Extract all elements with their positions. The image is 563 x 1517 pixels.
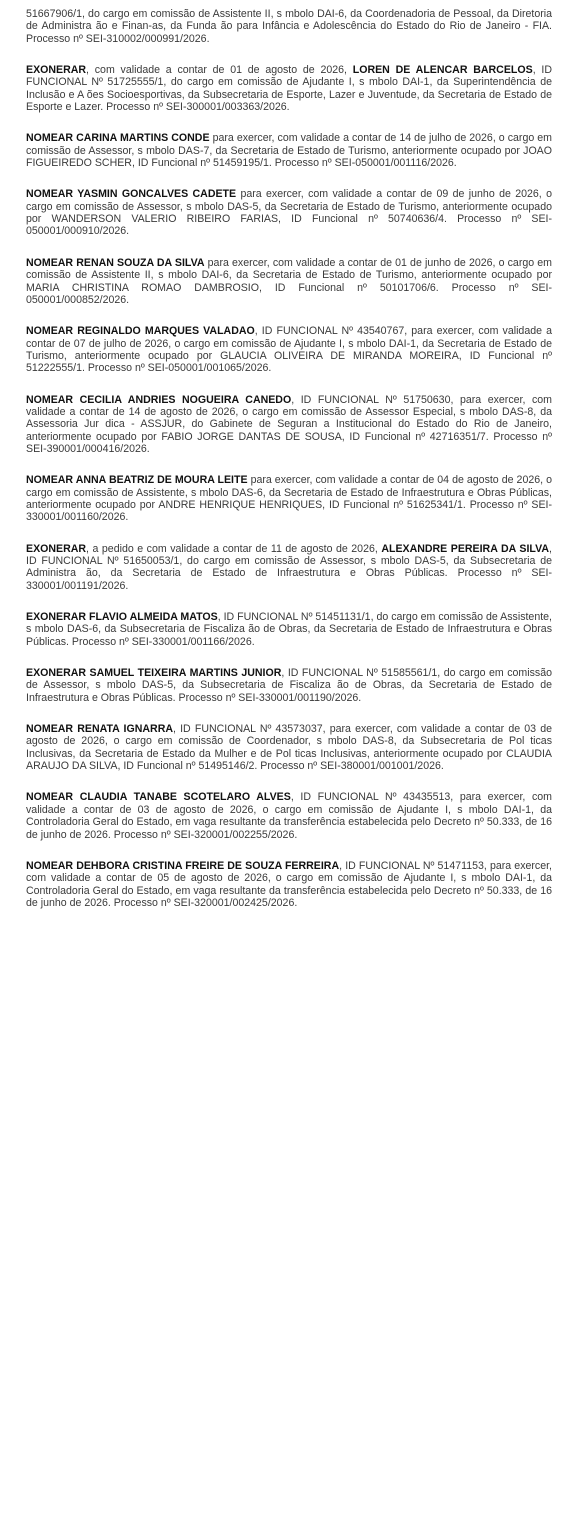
paragraph	[26, 325, 552, 374]
text-run: , ID FUNCIONAL Nº 51471153, para exercer, com validade a contar de 05 de agosto de 2026, o cargo em comissão de Ajudante I, s mbolo DAI-1, da Controladoria Geral do Estado, em vaga resultante da transferência estabelecida pelo Decreto nº 50.333, de 16 de junho de 2026. Processo nº SEI-320001/002425/2026.	[26, 859, 552, 909]
appointment-heading: NOMEAR CECILIA ANDRIES NOGUEIRA CANEDO	[26, 393, 292, 406]
paragraph	[26, 723, 552, 772]
dismissal-heading: EXONERAR FLAVIO ALMEIDA MATOS	[26, 611, 218, 624]
paragraph	[26, 394, 552, 456]
appointment-heading: NOMEAR CLAUDIA TANABE SCOTELARO ALVES	[26, 791, 291, 804]
paragraph	[26, 64, 552, 113]
text-run: , a pedido e com validade a contar de 11 de agosto de 2026,	[86, 542, 382, 555]
paragraph	[26, 474, 552, 523]
text-run: , ID FUNCIONAL Nº 51451131/1, do cargo em comissão de Assistente, s mbolo DAS-6, da Subsecretaria de Fiscaliza ão de Obras, da Secretaria de Estado de Infraestrutura e Obras Públicas. Processo nº SEI-330001/001166/2026.	[26, 611, 552, 648]
text-run: , ID FUNCIONAL Nº 51650053/1, do cargo em comissão de Assessor, s mbolo DAS-5, da Subsecretaria de Administra ão, da Secretaria de Estado de Infraestrutura e Obras Públicas. Processo nº SEI-330001/001191/2026.	[26, 542, 552, 592]
appointment-heading: NOMEAR REGINALDO MARQUES VALADAO	[26, 325, 255, 338]
paragraph	[26, 543, 552, 592]
appointment-heading: NOMEAR DEHBORA CRISTINA FREIRE DE SOUZA FERREIRA	[26, 859, 340, 872]
action-verb: EXONERAR	[26, 542, 87, 555]
person-name: LOREN DE ALENCAR BARCELOS	[352, 64, 533, 77]
document-body	[26, 8, 552, 928]
paragraph	[26, 860, 552, 909]
text-run: para exercer, com validade a contar de 14 de julho de 2026, o cargo em comissão de Assessor, s mbolo DAS-7, da Secretaria de Estado de Turismo, anteriormente ocupado por JOAO FIGUEIREDO SCHER, ID Funcional nº 51459195/1. Processo nº SEI-050001/001116/2026.	[26, 132, 552, 170]
text-run: para exercer, com validade a contar de 09 de junho de 2026, o cargo em comissão de Assessor, s mbolo DAS-5, da Secretaria de Estado de Turismo, anteriormente ocupado por WANDERSON VALERIO RIBEIRO FARIAS, ID Funcional nº 50740636/4. Processo nº SEI-050001/000910/2026.	[26, 188, 552, 238]
text-run: , com validade a contar de 01 de agosto de 2026,	[86, 64, 353, 77]
appointment-heading: NOMEAR RENATA IGNARRA	[26, 723, 173, 736]
paragraph	[26, 188, 552, 237]
paragraph	[26, 132, 552, 169]
text-run: , ID FUNCIONAL Nº 43573037, para exercer, com validade a contar de 03 de agosto de 2026, o cargo em comissão de Coordenador, s mbolo DAS-8, da Subsecretaria de Pol ticas Inclusivas, da Secretaria de Estado da Mulher e de Pol ticas Inclusivas, anteriormente ocupado por CLAUDIA ARAUJO DA SILVA, ID Funcional nº 51495146/2. Processo nº SEI-380001/001001/2026.	[26, 723, 553, 773]
paragraph	[26, 667, 552, 704]
text-run: para exercer, com validade a contar de 01 de junho de 2026, o cargo em comissão de Assistente II, s mbolo DAI-6, da Secretaria de Estado de Turismo, anteriormente ocupado por MARIA CHRISTINA ROMAO DAMBROSIO, ID Funcional nº 50101706/6. Processo nº SEI-050001/000852/2026.	[26, 256, 552, 306]
text-run: para exercer, com validade a contar de 04 de agosto de 2026, o cargo em comissão de Assistente, s mbolo DAS-6, da Secretaria de Estado de Infraestrutura e Obras Públicas, anteriormente ocupado por ANDRE HENRIQUE HENRIQUES, ID Funcional nº 51625341/1. Processo nº SEI-330001/001160/2026.	[26, 474, 552, 524]
text-run: , ID FUNCIONAL Nº 51585561/1, do cargo em comissão de Assessor, s mbolo DAS-5, da Subsecretaria de Fiscaliza ão de Obras, da Secretaria de Estado de Infraestrutura e Obras Públicas. Processo nº SEI-330001/001190/2026.	[26, 667, 552, 704]
paragraph	[26, 791, 552, 840]
text-run: , ID FUNCIONAL Nº 43435513, para exercer, com validade a contar de 03 de agosto de 2026, o cargo em comissão de Ajudante I, s mbolo DAI-1, da Controladoria Geral do Estado, em vaga resultante da transferência estabelecida pelo Decreto nº 50.333, de 16 de junho de 2026. Processo nº SEI-320001/002255/2026.	[26, 791, 552, 841]
paragraph	[26, 611, 552, 648]
person-name: ALEXANDRE PEREIRA DA SILVA	[381, 542, 550, 555]
paragraph	[26, 8, 552, 45]
appointment-heading: NOMEAR ANNA BEATRIZ DE MOURA LEITE	[26, 474, 248, 487]
action-verb: EXONERAR	[26, 64, 87, 77]
text-run: , ID FUNCIONAL Nº 51725555/1, do cargo em comissão de Ajudante I, s mbolo DAI-1, da Superintendência de Inclusão e A ões Socioesportivas, da Subsecretaria de Esporte, Lazer e Juventude, da Secretaria de Estado de Esporte e Lazer. Processo nº SEI-300001/003363/2026.	[26, 64, 552, 114]
appointment-heading: NOMEAR CARINA MARTINS CONDE	[26, 132, 210, 145]
dismissal-heading: EXONERAR SAMUEL TEIXEIRA MARTINS JUNIOR	[26, 667, 282, 680]
text-run: 51667906/1, do cargo em comissão de Assistente II, s mbolo DAI-6, da Coordenadoria de Pessoal, da Diretoria de Administra ão e Finan-as, da Funda ão para Infância e Adolescência do Estado do Rio de Janeiro - FIA. Processo nº SEI-310002/000991/2026.	[26, 8, 552, 45]
paragraph	[26, 257, 552, 306]
appointment-heading: NOMEAR YASMIN GONCALVES CADETE	[26, 188, 237, 201]
text-run: , ID FUNCIONAL Nº 51750630, para exercer, com validade a contar de 14 de agosto de 2026, o cargo em comissão de Assessor Especial, s mbolo DAS-8, da Assessoria Jur dica - ASSJUR, do Gabinete de Seguran a Institucional do Estado do Rio de Janeiro, anteriormente ocupado por FABIO JORGE DANTAS DE SOUSA, ID Funcional nº 42716351/7. Processo nº SEI-390001/000416/2026.	[26, 393, 552, 455]
appointment-heading: NOMEAR RENAN SOUZA DA SILVA	[26, 256, 205, 269]
text-run: , ID FUNCIONAL Nº 43540767, para exercer, com validade a contar de 07 de julho de 2026, o cargo em comissão de Ajudante I, s mbolo DAI-1, da Secretaria de Estado de Turismo, anteriormente ocupado por GLAUCIA OLIVEIRA DE MIRANDA MOREIRA, ID Funcional nº 51222555/1. Processo nº SEI-050001/001065/2026.	[26, 325, 553, 375]
